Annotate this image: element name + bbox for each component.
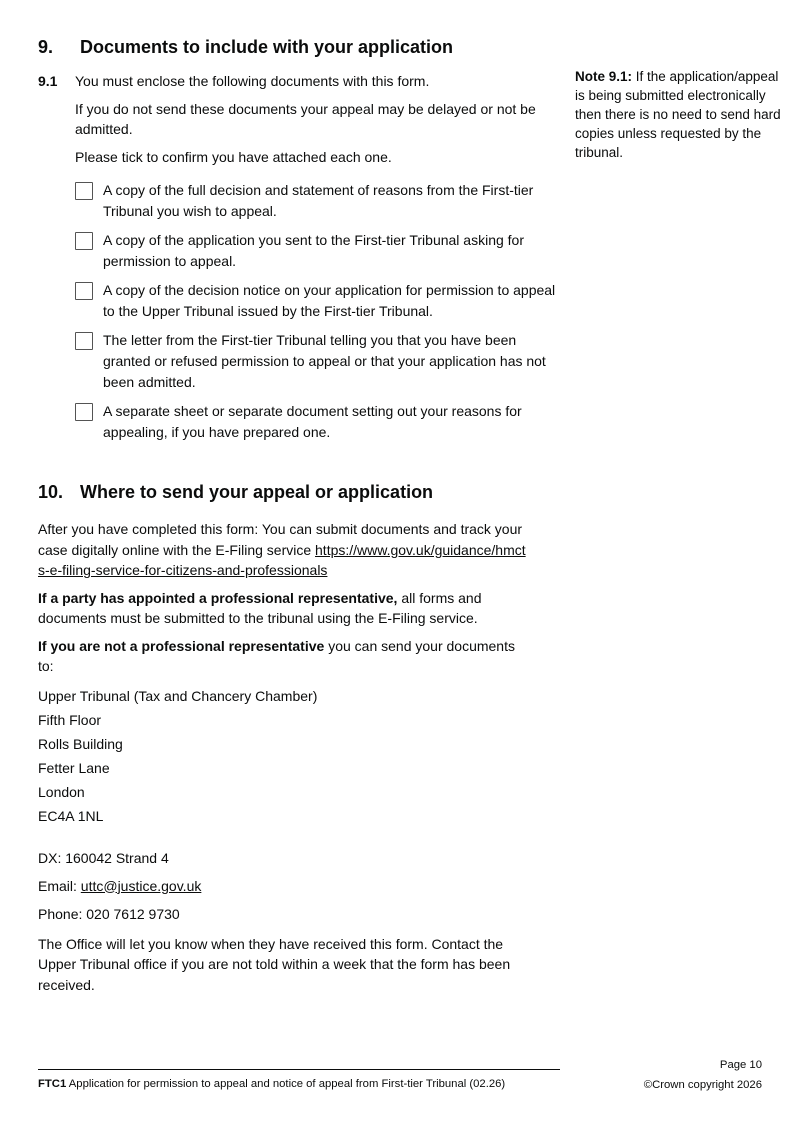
representative-paragraph [38,588,528,629]
margin-note-title: Note 9.1: [575,69,633,84]
efiling-service-link[interactable]: https://www.gov.uk/guidance/hmcts-e-filing-service-for-citizens-and-professionals [38,541,526,578]
efiling-paragraph [38,519,528,581]
representative-lead: If a party has appointed a professional representative, [38,589,398,606]
checklist-item-label: A copy of the full decision and statement of reasons from the First-tier Tribunal you wish to appeal. [103,182,534,219]
checklist-item [75,280,562,322]
footer-right [644,1058,762,1092]
checklist-item-label: A copy of the application you sent to the First-tier Tribunal asking for permission to appeal. [103,232,524,269]
address-line: London [38,783,85,800]
section-9-heading [38,37,562,58]
attachment-checkbox[interactable] [75,403,93,421]
tribunal-address-block [38,684,562,828]
section-10-heading [38,481,562,503]
non-representative-text: you can send your documents to: [38,637,515,674]
margin-note-9-1 [575,67,789,162]
tick-confirm-text: Please tick to confirm you have attached each one. [75,148,392,165]
form-code: FTC1 [38,1078,67,1090]
checklist-item [75,230,562,272]
section-9-number: 9. [38,37,54,57]
dx-line: DX: 160042 Strand 4 [38,849,169,866]
documents-checklist [75,180,562,443]
checklist-item-label: The letter from the First-tier Tribunal telling you that you have been granted or refused permission to appeal or that your application has not been admitted. [103,332,546,390]
receipt-confirmation-text: The Office will let you know when they have received this form. Contact the Upper Tribunal office if you are not told within a week that the form has been received. [38,935,511,993]
non-representative-paragraph [38,636,528,677]
delay-warning-text: If you do not send these documents your appeal may be delayed or not be admitted. [75,100,536,137]
phone-line: Phone: 020 7612 9730 [38,905,180,922]
form-reference [38,1077,598,1091]
clause-9-1-number: 9.1 [38,73,58,89]
section-10-number: 10. [38,482,64,502]
margin-note-text: If the application/appeal is being submitted electronically then there is no need to send hard copies unless requested by the tribunal. [575,69,781,160]
section-10 [38,481,562,995]
address-line: Fifth Floor [38,711,102,728]
checklist-item [75,180,562,222]
contact-details [38,850,562,922]
address-line: Upper Tribunal (Tax and Chancery Chamber) [38,687,318,704]
form-title: Application for permission to appeal and notice of appeal from First-tier Tribunal (02.26) [66,1078,506,1090]
attachment-checkbox[interactable] [75,332,93,350]
section-10-title: Where to send your appeal or application [80,482,434,502]
checklist-item [75,330,562,393]
non-representative-lead: If you are not a professional representative [38,637,325,654]
address-line: EC4A 1NL [38,807,104,824]
crown-copyright: ©Crown copyright 2026 [643,1079,762,1091]
email-link[interactable]: uttc@justice.gov.uk [80,877,202,894]
section-9 [38,37,562,443]
page-number: Page 10 [719,1059,762,1071]
efiling-text: After you have completed this form: You can submit documents and track your case digitally online with the E-Filing service [38,521,523,558]
email-line [38,878,562,894]
attachment-checkbox[interactable] [75,182,93,200]
checklist-item [75,401,562,443]
representative-text: all forms and documents must be submitted to the tribunal using the E-Filing service. [38,589,482,626]
main-column [38,37,562,1002]
footer-rule [38,1069,560,1070]
attachment-checkbox[interactable] [75,282,93,300]
attachment-checkbox[interactable] [75,232,93,250]
email-label: Email: [38,877,81,894]
checklist-item-label: A copy of the decision notice on your application for permission to appeal to the Upper Tribunal issued by the First-tier Tribunal. [103,282,556,319]
clause-9-1 [38,71,562,443]
must-enclose-text: You must enclose the following documents with this form. [75,73,430,89]
checklist-item-label: A separate sheet or separate document setting out your reasons for appealing, if you have prepared one. [103,403,522,440]
address-line: Fetter Lane [38,759,110,776]
address-line: Rolls Building [38,735,123,752]
clause-9-1-content [75,71,562,443]
section-9-title: Documents to include with your application [80,37,454,57]
